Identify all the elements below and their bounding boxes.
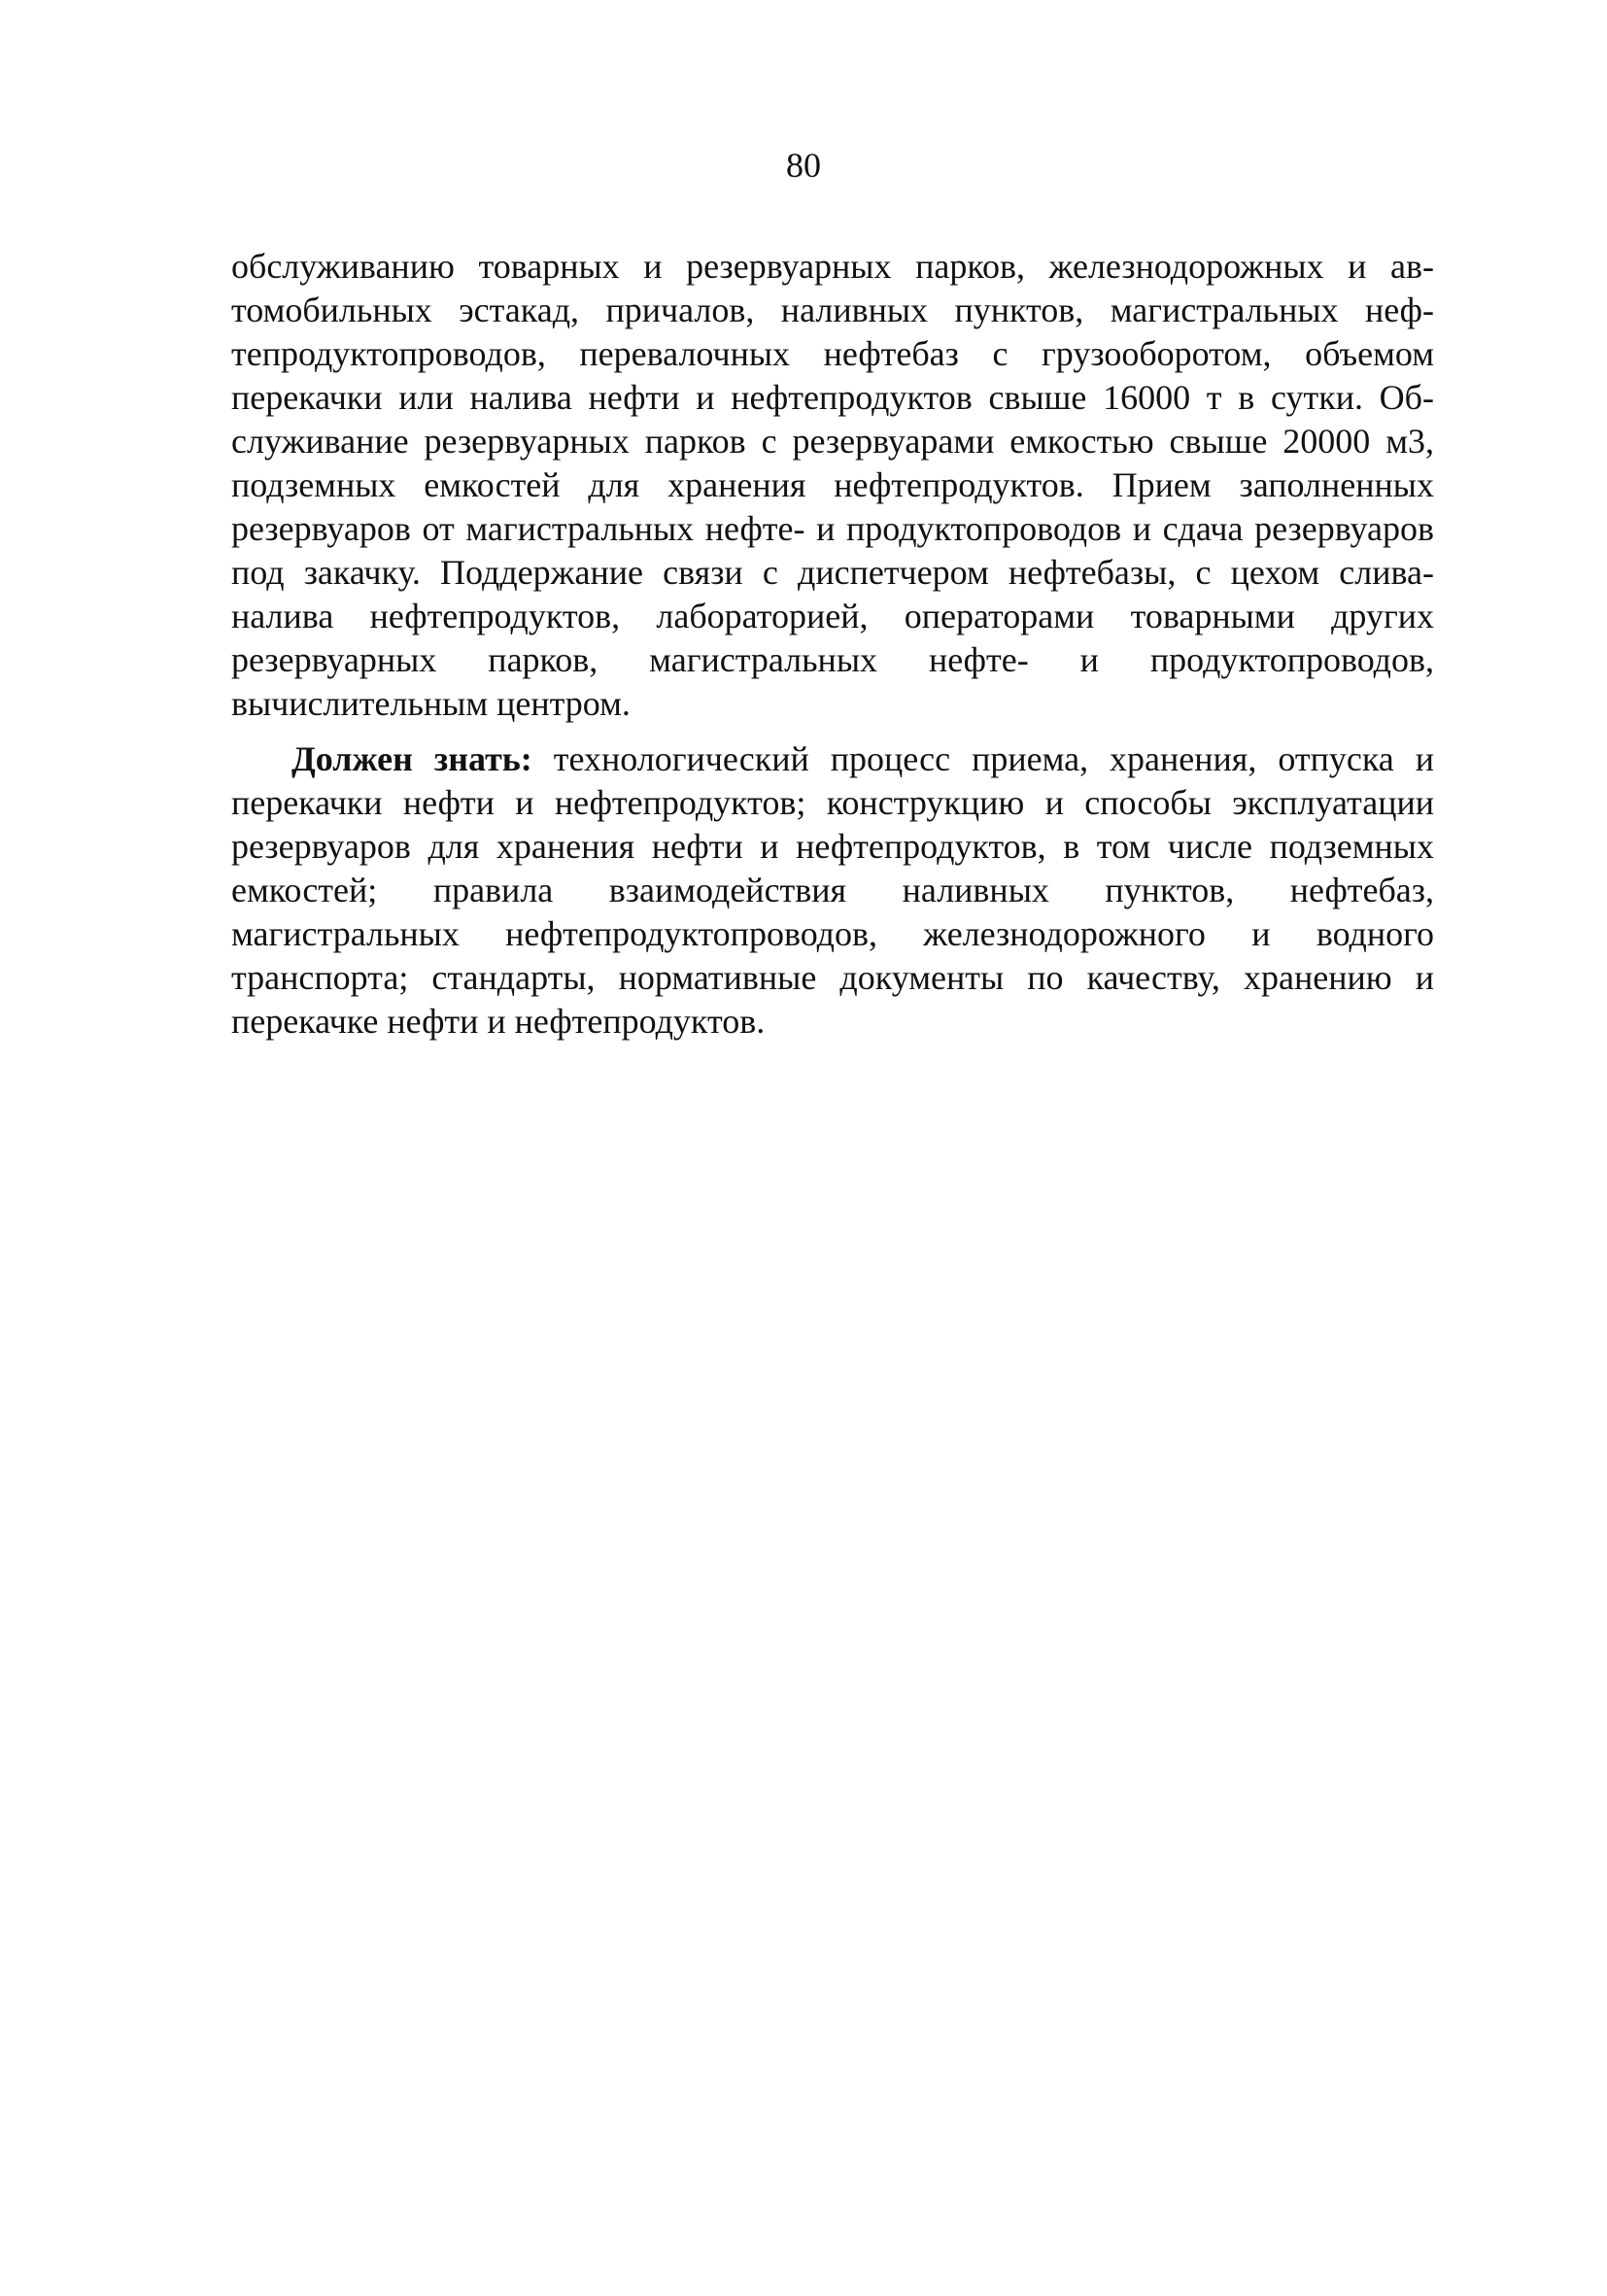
page-number: 80 — [786, 146, 821, 185]
paragraph-duties: обслуживанию товарных и резервуарных парков, железнодорожных и автомобильных эстакад, причалов, наливных пунктов, магистральных нефтепродуктопроводов, перевалочных нефтебаз с грузооборотом, объемом перекачки или налива нефти и нефтепродуктов свыше 16000 т в сутки. Обслуживание резервуарных парков с резервуарами емкостью свыше 20000 м3, подземных емкостей для хранения нефтепродуктов. Прием заполненных резервуаров от магистральных нефте- и продуктопроводов и сдача резервуаров под закачку. Поддержание связи с диспетчером нефтебазы, с цехом слива-налива нефтепродуктов, лабораторией, операторами товарными других резервуарных парков, магистральных нефте- и продуктопроводов, вычислительным центром. — [231, 247, 1434, 723]
body-text — [231, 245, 1434, 1044]
must-know-text: технологический процесс приема, хранения, отпуска и перекачки нефти и нефтепродуктов; конструкцию и способы эксплуатации резервуаров для хранения нефти и нефтепродуктов, в том числе подземных емкостей; правила взаимодействия наливных пунктов, нефтебаз, магистральных нефтепродуктопроводов, железнодорожного и водного транспорта; стандарты, нормативные документы по качеству, хранению и перекачке нефти и нефтепродуктов. — [231, 739, 1434, 1041]
paragraph-must-know — [231, 737, 1434, 1044]
must-know-lead: Должен знать: — [291, 739, 532, 778]
